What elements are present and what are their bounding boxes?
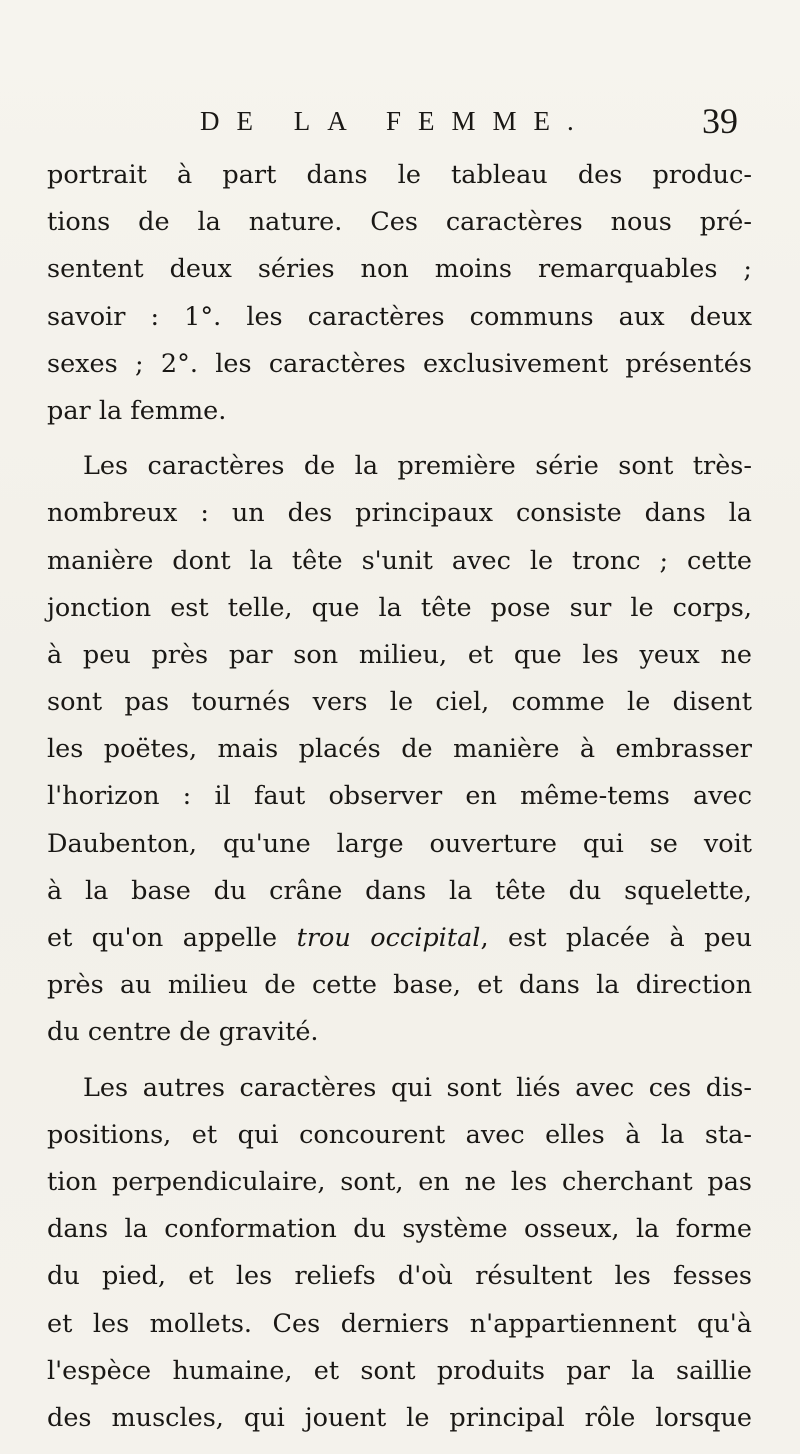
body-text (47, 152, 752, 1442)
text-line: des muscles, qui jouent le principal rôle lorsque (47, 1402, 752, 1433)
text-line: nombreux : un des principaux consiste dans la (47, 498, 752, 529)
italic-term: trou occipital (296, 923, 481, 953)
text-line: du centre de gravité. (47, 1017, 319, 1048)
text-line: sont pas tournés vers le ciel, comme le disent (47, 687, 752, 718)
text-line: savoir : 1°. les caractères communs aux deux (47, 301, 752, 332)
text-segment: et qu'on appelle (47, 923, 297, 953)
text-line: portrait à part dans le tableau des produc- (47, 160, 752, 190)
text-line: manière dont la tête s'unit avec le tronc ; cette (47, 545, 752, 576)
text-line: Daubenton, qu'une large ouverture qui se voit (47, 828, 752, 859)
text-line: dans la conformation du système osseux, la forme (47, 1214, 752, 1245)
text-line: sexes ; 2°. les caractères exclusivement présentés (47, 348, 752, 379)
page-number: 39 (702, 101, 738, 141)
text-line: l'espèce humaine, et sont produits par la saillie (47, 1355, 752, 1386)
text-line: tion perpendiculaire, sont, en ne les cherchant pas (47, 1166, 752, 1197)
running-title: DE LA FEMME. (200, 106, 591, 136)
text-line: et les mollets. Ces derniers n'appartiennent qu'à (47, 1308, 752, 1339)
text-line: les poëtes, mais placés de manière à embrasser (47, 734, 752, 765)
text-line: près au milieu de cette base, et dans la direction (47, 970, 752, 1001)
text-line: tions de la nature. Ces caractères nous pré- (47, 207, 752, 238)
text-line: positions, et qui concourent avec elles à la sta- (47, 1119, 752, 1150)
text-line: à peu près par son milieu, et que les yeux ne (47, 639, 752, 670)
text-line: l'horizon : il faut observer en même-tems avec (47, 781, 752, 812)
text-line: sentent deux séries non moins remarquables ; (47, 254, 752, 285)
text-line: du pied, et les reliefs d'où résultent les fesses (47, 1261, 752, 1292)
text-line-with-italic (47, 915, 752, 962)
text-line: Les caractères de la première série sont très- (83, 451, 752, 482)
text-line: à la base du crâne dans la tête du squelette, (47, 875, 752, 906)
text-line: jonction est telle, que la tête pose sur le corps, (47, 592, 752, 623)
text-line: par la femme. (47, 395, 227, 426)
running-head (0, 100, 800, 150)
paragraph-gap (47, 435, 752, 443)
text-line: Les autres caractères qui sont liés avec ces dis- (83, 1072, 752, 1103)
text-segment: , est placée à peu (480, 923, 753, 953)
paragraph-gap (47, 1057, 752, 1065)
